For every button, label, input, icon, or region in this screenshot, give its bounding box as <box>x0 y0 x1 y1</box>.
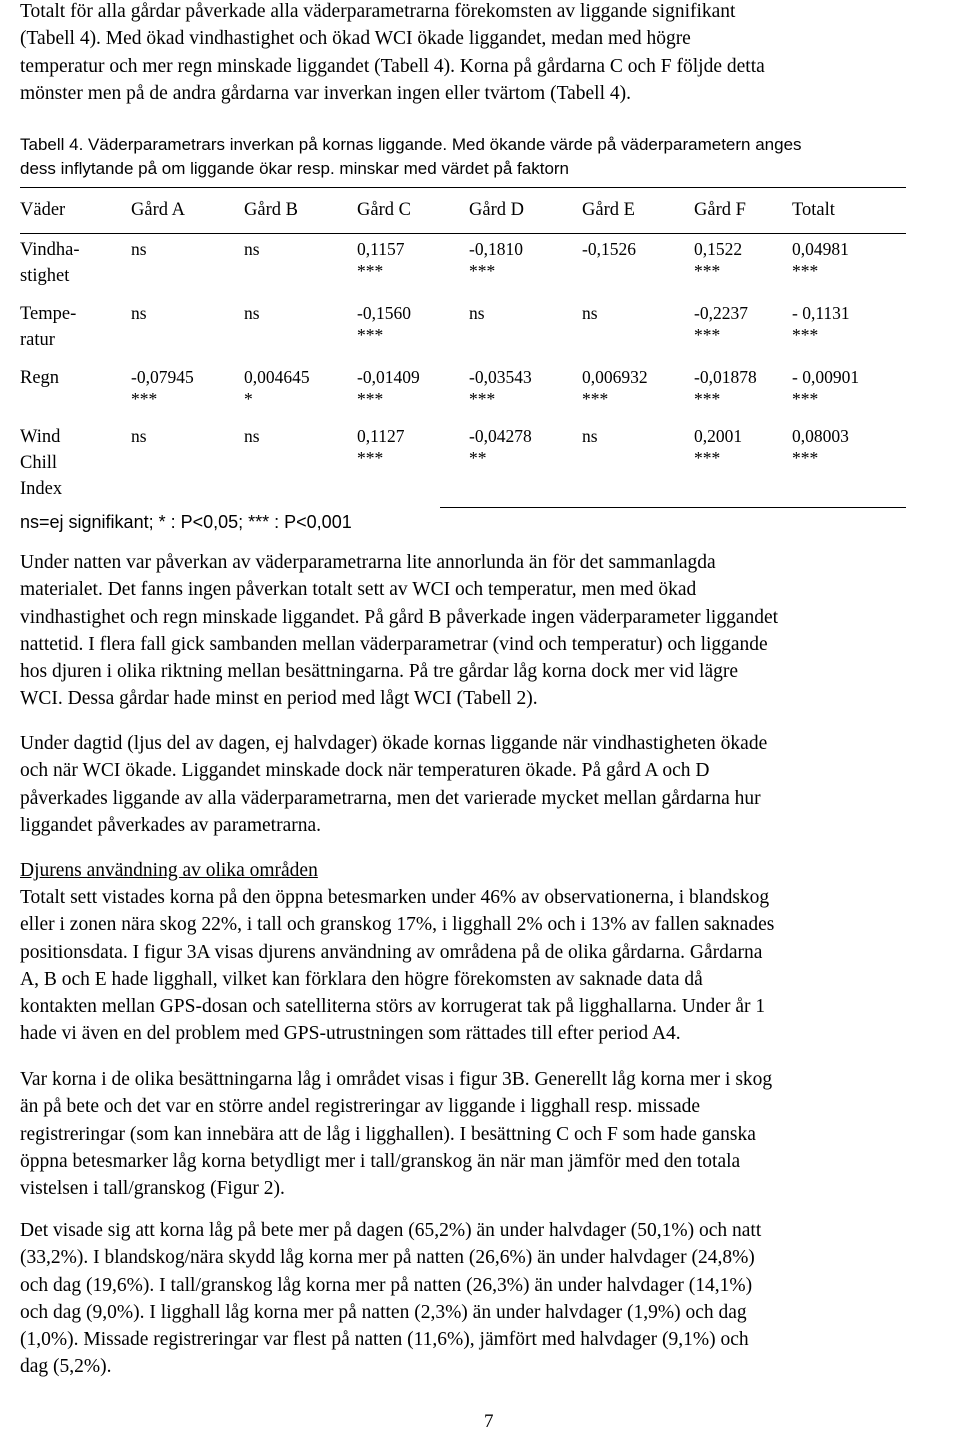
table-cell: ns <box>582 303 598 323</box>
table-cell: -0,1526 <box>582 239 636 259</box>
header-gard-f: Gård F <box>694 200 746 220</box>
table-cell: -0,07945 *** <box>131 367 194 409</box>
table-cell: 0,006932 *** <box>582 367 648 409</box>
table-cell: 0,1157 *** <box>357 239 405 281</box>
row-label: Tempe- ratur <box>20 304 77 350</box>
table-cell: -0,1810 *** <box>469 239 523 281</box>
table-cell: -0,03543 *** <box>469 367 532 409</box>
table-cell: -0,04278 ** <box>469 426 532 468</box>
table-cell: 0,1522 *** <box>694 239 743 281</box>
page-number: 7 <box>484 1411 494 1432</box>
table-cell: 0,1127 *** <box>357 426 405 468</box>
table-cell: ns <box>131 239 147 259</box>
table-cell: ns <box>244 426 260 446</box>
table-cell: ns <box>131 303 147 323</box>
table-cell: -0,01878 *** <box>694 367 757 409</box>
table-cell: ns <box>244 239 260 259</box>
header-totalt: Totalt <box>792 200 835 220</box>
row-label: Wind Chill Index <box>20 427 63 499</box>
table-cell: ns <box>244 303 260 323</box>
table-cell: 0,004645 * <box>244 367 310 409</box>
header-gard-e: Gård E <box>582 200 635 220</box>
table-cell: - 0,00901 *** <box>792 367 860 409</box>
table-cell: ns <box>469 303 485 323</box>
row-label: Vindha- stighet <box>20 240 80 286</box>
table-cell: -0,2237 *** <box>694 303 748 345</box>
header-gard-d: Gård D <box>469 200 524 220</box>
header-gard-b: Gård B <box>244 200 298 220</box>
paragraph-areas: Totalt sett vistades korna på den öppna betesmarken under 46% av observationerna, i blandskog eller i zonen nära skog 22%, i tall och granskog 17%, i ligghall 2% och i 13% av fallen saknades positionsdata. I figur 3A visas djurens användning av områdena på de olika gårdarna. Gårdarna A, B och E hade ligghall, vilket kan förklara den högre förekomsten av saknade data då kontakten mellan GPS-dosan och satelliterna störs av korrugerat tak på ligghallarna. Under år 1 hade vi även en del problem med GPS-utrustningen som rättades till efter period A4. <box>20 887 775 1045</box>
paragraph-resting: Var korna i de olika besättningarna låg i området visas i figur 3B. Generellt låg korna mer i skog än på bete och det var en större andel registreringar av liggande i ligghall resp. missade registreringar (som kan innebära att de låg i ligghallen). I besättning C och F som hade ganska öppna betesmarker låg korna betydligt mer i tall/granskog än när man jämför med den totala vistelsen i tall/granskog (Figur 2). <box>20 1069 773 1200</box>
table-cell: 0,08003 *** <box>792 426 849 468</box>
table-cell: 0,2001 *** <box>694 426 743 468</box>
table-cell: ns <box>131 426 147 446</box>
paragraph-night: Under natten var påverkan av väderparametrarna lite annorlunda än för det sammanlagda materialet. Det fanns ingen påverkan totalt sett av WCI och temperatur, men med ökad vindhastighet och regn minskade liggandet. På gård B påverkade ingen väderparameter liggandet nattetid. I flera fall gick sambanden mellan väderparametrar (vind och temperatur) och liggande hos djuren i olika riktning mellan besättningarna. På tre gårdar låg korna dock mer vid lägre WCI. Dessa gårdar hade minst en period med lågt WCI (Tabell 2). <box>20 552 779 710</box>
table-cell: 0,04981 *** <box>792 239 849 281</box>
table-top-rule <box>20 187 906 188</box>
table-footnote: ns=ej signifikant; * : P<0,05; *** : P<0,001 <box>20 512 352 532</box>
table-cell: -0,01409 *** <box>357 367 420 409</box>
table-cell: ns <box>582 426 598 446</box>
row-label: Regn <box>20 368 60 388</box>
table-cell: -0,1560 *** <box>357 303 411 345</box>
header-gard-c: Gård C <box>357 200 411 220</box>
table-caption: Tabell 4. Väderparametrars inverkan på kornas liggande. Med ökande värde på väderparametern anges dess inflytande på om liggande ökar resp. minskar med värdet på faktorn <box>20 135 802 178</box>
header-gard-a: Gård A <box>131 200 185 220</box>
intro-paragraph: Totalt för alla gårdar påverkade alla väderparametrarna förekomsten av liggande signifikant (Tabell 4). Med ökad vindhastighet och ökad WCI ökade liggandet, medan med högre temperatur och mer regn minskade liggandet (Tabell 4). Korna på gårdarna C och F följde detta mönster men på de andra gårdarna var inverkan ingen eller tvärtom (Tabell 4). <box>20 1 765 104</box>
paragraph-time: Det visade sig att korna låg på bete mer på dagen (65,2%) än under halvdager (50,1%) och natt (33,2%). I blandskog/nära skydd låg korna mer på natten (26,6%) än under halvdager (24,8%) och dag (19,6%). I tall/granskog låg korna mer på natten (26,3%) än under halvdager (14,1%) och dag (9,0%). I ligghall låg korna mer på natten (2,3%) än under halvdager (1,9%) och dag (1,0%). Missade registreringar var flest på natten (11,6%), jämfört med halvdager (9,1%) och dag (5,2%). <box>20 1220 762 1378</box>
paragraph-day: Under dagtid (ljus del av dagen, ej halvdager) ökade kornas liggande när vindhastigheten ökade och när WCI ökade. Liggandet minskade dock när temperaturen ökade. På gård A och D påverkades liggande av alla väderparametrarna, men det varierade mycket mellan gårdarna hur liggandet påverkades av parametrarna. <box>20 733 768 836</box>
table-header-rule <box>20 233 906 234</box>
table-cell: - 0,1131 *** <box>792 303 850 345</box>
header-vader: Väder <box>20 200 66 220</box>
section-heading: Djurens användning av olika områden <box>20 860 318 881</box>
table-bottom-rule <box>440 507 906 508</box>
